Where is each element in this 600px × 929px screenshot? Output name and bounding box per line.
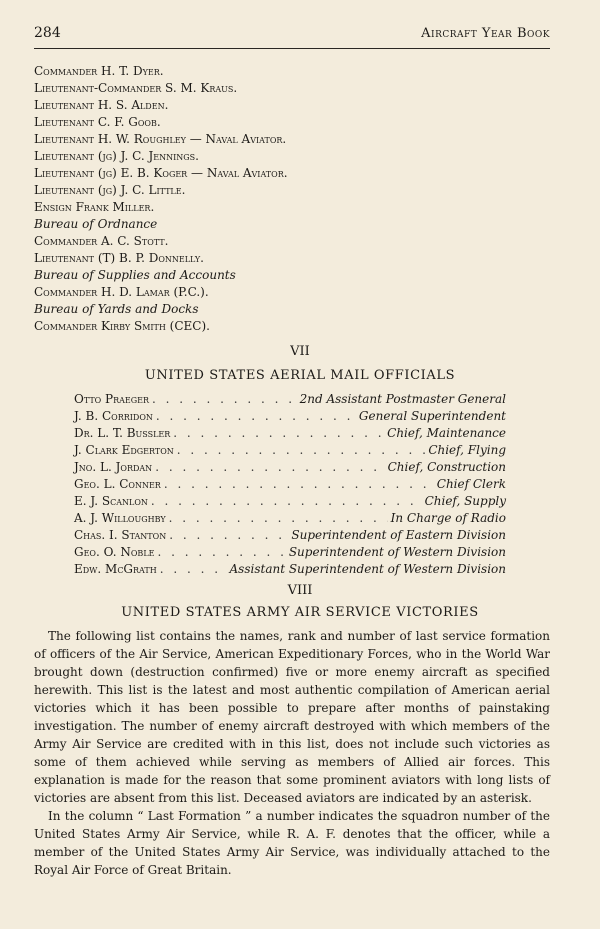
official-row [74, 442, 506, 459]
dot-leader [164, 476, 434, 493]
official-title: 2nd Assistant Postmaster General [299, 392, 506, 406]
personnel-entry: Commander A. C. Stott. [34, 234, 169, 248]
dot-leader [160, 561, 227, 578]
victories-intro-text [34, 627, 550, 879]
official-name: A. J. Willoughby [74, 511, 166, 525]
personnel-entry: Commander H. D. Lamar (P.C.). [34, 285, 209, 299]
official-name: Jno. L. Jordan [74, 460, 153, 474]
dot-leader [151, 493, 422, 510]
section-number-viii: VIII [287, 583, 313, 598]
bureau-heading: Bureau of Yards and Docks [34, 302, 199, 316]
page-header [34, 24, 550, 49]
official-title: Superintendent of Western Division [288, 545, 506, 559]
official-title: In Charge of Radio [390, 511, 506, 525]
personnel-entry: Commander H. T. Dyer. [34, 64, 164, 78]
personnel-entry: Lieutenant C. F. Goob. [34, 115, 161, 129]
official-row [74, 544, 506, 561]
official-title: Chief, Supply [424, 494, 506, 508]
official-title: Chief, Flying [428, 443, 506, 457]
official-title: Assistant Superintendent of Western Division [229, 562, 506, 576]
official-title: General Superintendent [358, 409, 506, 423]
official-row [74, 527, 506, 544]
official-row [74, 408, 506, 425]
bureau-heading: Bureau of Supplies and Accounts [34, 268, 236, 282]
running-title: Aircraft Year Book [421, 26, 550, 41]
dot-leader [157, 544, 285, 561]
personnel-entry: Lieutenant (jg) E. B. Koger — Naval Aviator. [34, 166, 288, 180]
personnel-entry: Lieutenant (jg) J. C. Jennings. [34, 149, 199, 163]
dot-leader [155, 459, 384, 476]
official-name: Otto Praeger [74, 392, 149, 406]
official-row [74, 493, 506, 510]
official-row [74, 476, 506, 493]
official-title: Superintendent of Eastern Division [291, 528, 506, 542]
official-row [74, 425, 506, 442]
personnel-entry: Ensign Frank Miller. [34, 200, 155, 214]
official-name: Chas. I. Stanton [74, 528, 167, 542]
personnel-entry: Lieutenant-Commander S. M. Kraus. [34, 81, 238, 95]
dot-leader [152, 391, 297, 408]
official-title: Chief Clerk [436, 477, 506, 491]
dot-leader [177, 442, 426, 459]
navy-personnel-list [34, 63, 288, 335]
dot-leader [173, 425, 384, 442]
section-number-vii: VII [290, 344, 310, 359]
aerial-mail-officials-list [74, 391, 506, 578]
official-row [74, 510, 506, 527]
official-row [74, 459, 506, 476]
page-number: 284 [34, 25, 61, 41]
official-row [74, 391, 506, 408]
section-title-aerial-mail: UNITED STATES AERIAL MAIL OFFICIALS [144, 368, 456, 383]
personnel-entry: Lieutenant H. W. Roughley — Naval Aviator. [34, 132, 287, 146]
dot-leader [169, 510, 388, 527]
personnel-entry: Lieutenant H. S. Alden. [34, 98, 169, 112]
official-name: Geo. O. Noble [74, 545, 155, 559]
official-title: Chief, Maintenance [387, 426, 506, 440]
official-row [74, 561, 506, 578]
official-name: J. Clark Edgerton [74, 443, 174, 457]
paragraph: The following list contains the names, rank and number of last service formation of officers of the Air Service, American Expeditionary Forces, who in the World War brought down (destruction confirmed) five or more enemy aircraft as specified herewith. This list is the latest and most authentic compilation of American aerial victories which it has been possible to prepare after months of painstaking investigation. The number of enemy aircraft destroyed with which members of the Army Air Service are credited with in this list, does not include such victories as some of them achieved while serving as members of Allied air forces. This explanation is made for the reason that some prominent aviators with long lists of victories are absent from this list. Deceased aviators are indicated by an asterisk. [34, 629, 550, 805]
official-title: Chief, Construction [387, 460, 506, 474]
paragraph: In the column “ Last Formation ” a number indicates the squadron number of the United States Army Air Service, while R. A. F. denotes that the officer, while a member of the United States Army Air Service, was individually attached to the Royal Air Force of Great Britain. [34, 809, 550, 877]
official-name: E. J. Scanlon [74, 494, 148, 508]
bureau-heading: Bureau of Ordnance [34, 217, 158, 231]
official-name: J. B. Corridon [74, 409, 153, 423]
dot-leader [156, 408, 356, 425]
personnel-entry: Lieutenant (jg) J. C. Little. [34, 183, 186, 197]
section-title-air-service-victories: UNITED STATES ARMY AIR SERVICE VICTORIES [121, 605, 479, 620]
official-name: Geo. L. Conner [74, 477, 161, 491]
official-name: Edw. McGrath [74, 562, 157, 576]
official-name: Dr. L. T. Bussler [74, 426, 171, 440]
dot-leader [169, 527, 288, 544]
personnel-entry: Lieutenant (T) B. P. Donnelly. [34, 251, 204, 265]
personnel-entry: Commander Kirby Smith (CEC). [34, 319, 210, 333]
